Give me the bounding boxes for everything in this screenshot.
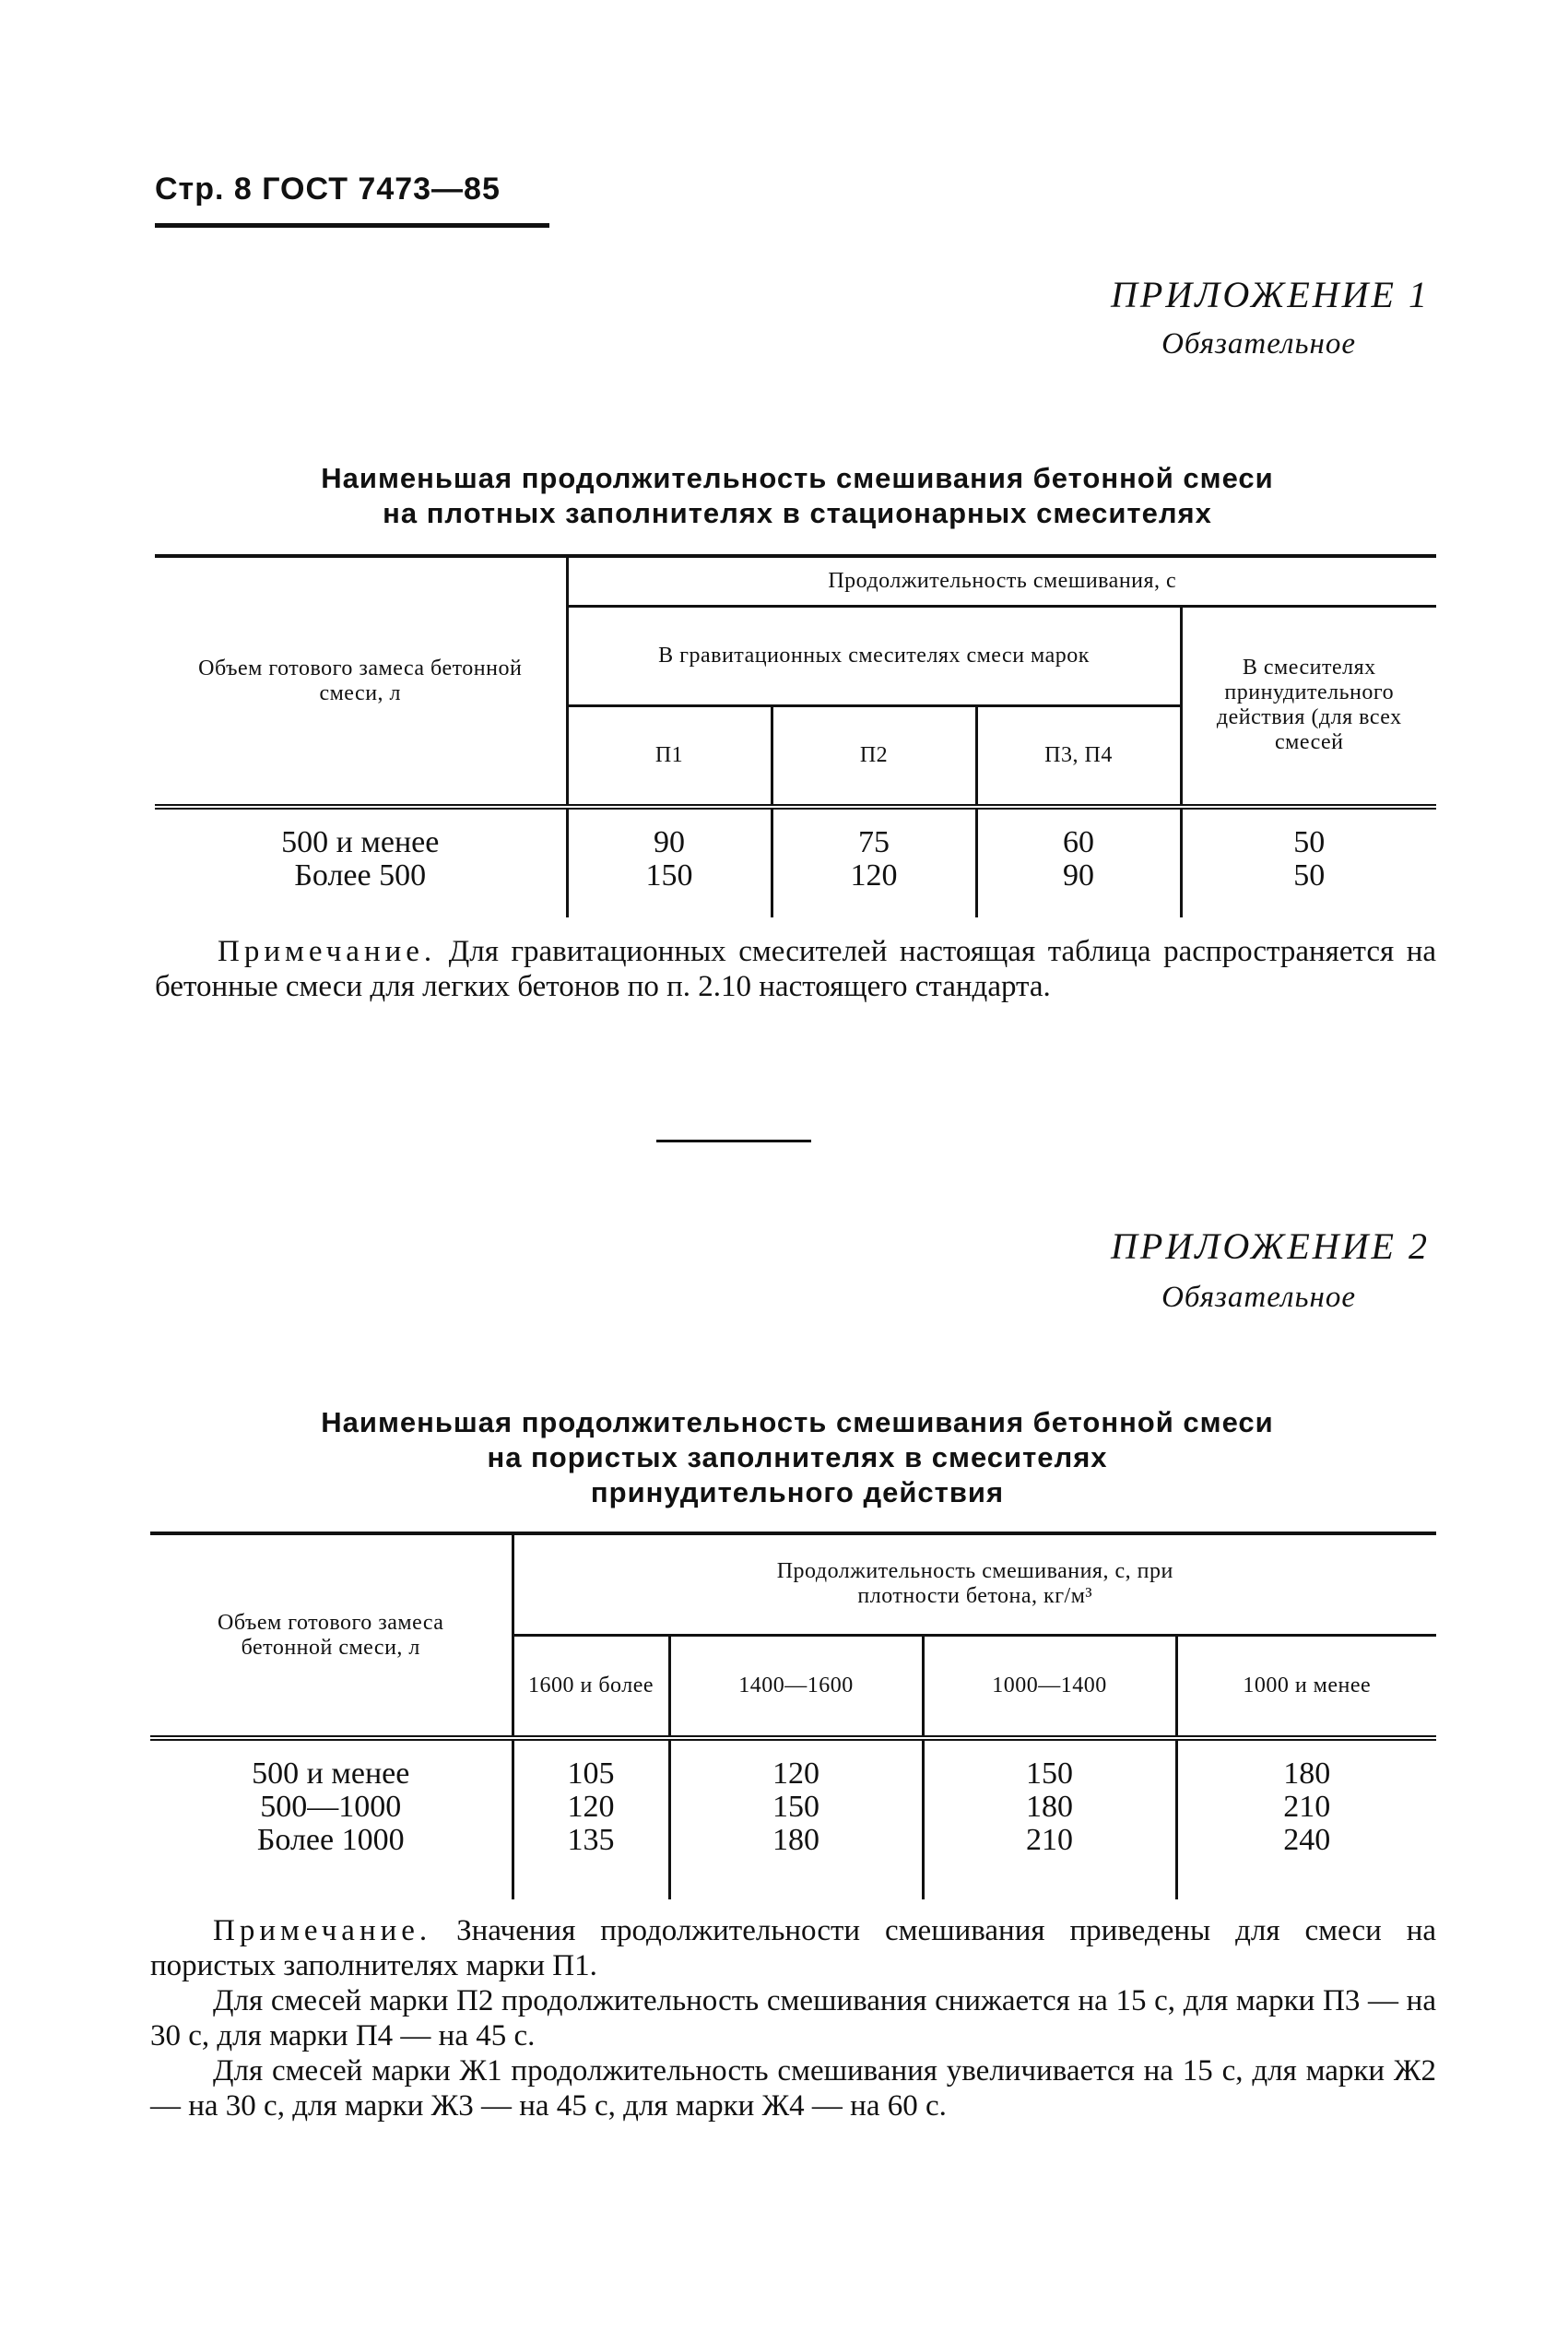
t2-density-2: 1400—1600 [669,1635,923,1738]
t1-row2-p2: 120 [850,858,898,893]
appendix2-note-p1 [150,1913,1436,1983]
table-row [150,1738,1436,1899]
t1-row2-volume: Более 500 [294,858,427,893]
appendix2-note-p2: Для смесей марки П2 продолжительность смешивания снижается на 15 с, для марки П3 — на 30 с, для марки П4 — на 45 с. [150,1984,1436,2052]
t1-p1-cells [567,807,772,917]
t2-d1-cells [513,1738,669,1899]
t2-row1-d2: 120 [772,1756,819,1791]
t1-row2-p3p4: 90 [1063,858,1094,893]
appendix2-table [150,1532,1436,1899]
t1-row1-p3p4: 60 [1063,825,1094,859]
t2-row2-d1: 120 [567,1790,615,1824]
t1-volume-header: Объем готового замеса бетонной смеси, л [198,656,523,705]
appendix1-label: ПРИЛОЖЕНИЕ 1 [1111,274,1430,315]
appendix2-status: Обязательное [1161,1281,1356,1314]
page-header: Стр. 8 ГОСТ 7473—85 [155,171,501,207]
appendix1-status: Обязательное [1161,327,1356,361]
t1-row1-p1: 90 [654,825,685,859]
t2-row3-d4: 240 [1283,1823,1331,1857]
note-text: Для гравитационных смесителей настоящая таблица распространяется на бетонные смеси для легких бетонов по п. 2.10 настоящего стандарта. [155,935,1437,1003]
t2-row2-d4: 210 [1283,1790,1331,1824]
t1-grade-p3p4: П3, П4 [976,705,1181,807]
t2-density-4: 1000 и менее [1176,1635,1436,1738]
appendix1-title [157,461,1438,531]
t2-row3-d1: 135 [567,1823,615,1857]
t2-row3-volume: Более 1000 [256,1823,405,1857]
appendix2-title-line2: на пористых заполнителях в смесителях [487,1441,1108,1473]
t1-grade-p2: П2 [772,705,976,807]
appendix2-note-p3: Для смесей марки Ж1 продолжительность смешивания увеличивается на 15 с, для марки Ж2 — на 30 с, для марки Ж3 — на 45 с, для марки Ж4 — на 60 с. [150,2054,1436,2123]
t2-row2-d3: 180 [1026,1790,1073,1824]
t2-row2-d2: 150 [772,1790,819,1824]
t1-forced-cells [1181,807,1436,917]
section-divider [656,1140,811,1142]
note-label: Примечание. [213,1914,432,1947]
appendix1-title-line1: Наименьшая продолжительность смешивания бетонной смеси [321,462,1274,494]
t1-volume-cells [155,807,567,917]
t2-duration-header: Продолжительность смешивания, с, при плотности бетона, кг/м³ [513,1533,1436,1635]
t1-row2-forced: 50 [1293,858,1326,893]
header-rule [155,223,549,228]
t2-row2-volume: 500—1000 [260,1790,402,1824]
appendix2-title-line3: принудительного действия [590,1476,1005,1508]
appendix2-title [157,1405,1438,1510]
t1-gravity-header: В гравитационных смесителях смеси марок [567,606,1181,705]
appendix1-title-line2: на плотных заполнителях в стационарных смесителях [383,497,1212,529]
t1-p2-cells [772,807,976,917]
appendix2-notes [150,1913,1436,2123]
t1-row1-forced: 50 [1293,825,1326,859]
t2-volume-header: Объем готового замеса бетонной смеси, л [218,1610,444,1660]
appendix2-label: ПРИЛОЖЕНИЕ 2 [1111,1225,1430,1267]
t2-density-1: 1600 и более [513,1635,669,1738]
appendix1-note [155,934,1436,1004]
t2-d2-cells [669,1738,923,1899]
note-label: Примечание. [218,935,437,968]
t1-duration-header: Продолжительность смешивания, с [567,556,1436,606]
t2-row1-d4: 180 [1283,1756,1331,1791]
t2-d3-cells [923,1738,1176,1899]
t2-d4-cells [1176,1738,1436,1899]
t2-row1-volume: 500 и менее [252,1756,410,1791]
t1-forced-header: В смесителях принудительного действия (для всех смесей [1181,606,1436,807]
t2-volume-cells [150,1738,513,1899]
t2-row1-d3: 150 [1026,1756,1073,1791]
table-row [155,807,1436,917]
t1-row1-volume: 500 и менее [281,825,440,859]
appendix2-title-line1: Наименьшая продолжительность смешивания бетонной смеси [321,1406,1274,1438]
t1-grade-p1: П1 [567,705,772,807]
appendix1-table [155,554,1436,917]
t2-density-3: 1000—1400 [923,1635,1176,1738]
note-text: Значения продолжительности смешивания приведены для смеси на пористых заполнителях марки П1. [150,1914,1436,1982]
t1-row2-p1: 150 [645,858,693,893]
t1-p3p4-cells [976,807,1181,917]
t2-row3-d2: 180 [772,1823,819,1857]
t2-row1-d1: 105 [567,1756,615,1791]
t2-row3-d3: 210 [1026,1823,1073,1857]
t1-row1-p2: 75 [858,825,890,859]
